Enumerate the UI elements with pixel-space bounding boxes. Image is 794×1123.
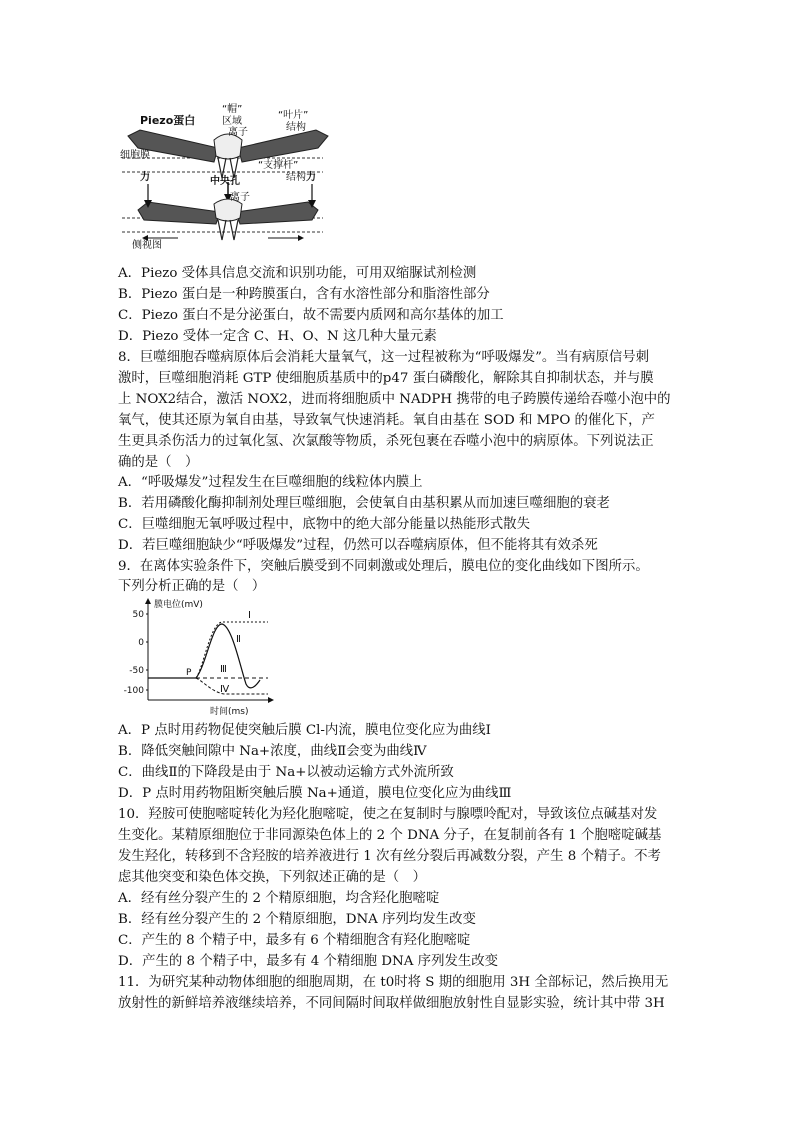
membrane-potential-graph xyxy=(118,596,278,718)
q7-option-c: C．Piezo 蛋白不是分泌蛋白，故不需要内质网和高尔基体的加工 xyxy=(118,308,504,323)
q11-stem-line: 放射性的新鲜培养液继续培养，不同间隔时间取样做细胞放射性自显影实验，统计其中带 3H xyxy=(118,996,665,1011)
q8-stem-line: 上 NOX2结合，激活 NOX2，进而将细胞质中 NADPH 携带的电子跨膜传递给吞噬小泡中的 xyxy=(118,392,671,407)
q8-stem-line: 生更具杀伤活力的过氧化氢、次氯酸等物质，杀死包裹在吞噬小泡中的病原体。下列说法正 xyxy=(118,434,654,449)
q10-option-c: C．产生的 8 个精子中，最多有 6 个精细胞含有羟化胞嘧啶 xyxy=(118,933,471,948)
q9-option-b: B．降低突触间隙中 Na+浓度，曲线Ⅱ会变为曲线Ⅳ xyxy=(118,744,427,759)
label-region: 区域 xyxy=(222,116,242,127)
curve-label-iv: Ⅳ xyxy=(220,684,230,695)
q7-option-b: B．Piezo 蛋白是一种跨膜蛋白，含有水溶性部分和脂溶性部分 xyxy=(118,287,490,302)
label-beam: “支撑杆” xyxy=(258,160,299,171)
label-membrane: 细胞膜 xyxy=(120,150,150,161)
q8-option-d: D．若巨噬细胞缺少“呼吸爆发”过程，仍然可以吞噬病原体，但不能将其有效杀死 xyxy=(118,538,598,553)
tick-label: 0 xyxy=(138,638,144,648)
q8-option-b: B．若用磷酸化酶抑制剂处理巨噬细胞，会使氧自由基积累从而加速巨噬细胞的衰老 xyxy=(118,496,610,511)
q10-stem-line: 发生羟化，转移到不含羟胺的培养液进行 1 次有丝分裂后再减数分裂，产生 8 个精子。不考 xyxy=(118,849,661,864)
label-force-right: 力 xyxy=(306,172,316,183)
x-axis-label: 时间(ms) xyxy=(210,707,249,717)
q8-option-c: C．巨噬细胞无氧呼吸过程中，底物中的绝大部分能量以热能形式散失 xyxy=(118,517,530,532)
piezo-diagram xyxy=(118,100,348,250)
q10-stem-line: 10．羟胺可使胞嘧啶转化为羟化胞嘧啶，使之在复制时与腺嘌呤配对，导致该位点碱基对发 xyxy=(118,807,658,822)
q8-stem-line: 确的是（ ） xyxy=(118,455,199,470)
curve-label-ii: Ⅱ xyxy=(236,634,241,645)
curve-label-i: Ⅰ xyxy=(248,610,251,621)
q10-stem-line: 生变化。某精原细胞位于非同源染色体上的 2 个 DNA 分子，在复制前各有 1 个胞嘧啶碱基 xyxy=(118,828,662,843)
tick-label: -50 xyxy=(129,666,144,676)
q8-stem-line: 氧气，使其还原为氧自由基，导致氧气快速消耗。氧自由基在 SOD 和 MPO 的催化下，产 xyxy=(118,413,655,428)
q11-stem-line: 11．为研究某种动物体细胞的细胞周期，在 t0时将 S 期的细胞用 3H 全部标记，然后换用无 xyxy=(118,975,669,990)
label-ion-bottom: 离子 xyxy=(230,192,250,203)
q10-stem-line: 虑其他突变和染色体交换，下列叙述正确的是（ ） xyxy=(118,870,426,885)
label-ion-top: 离子 xyxy=(228,127,248,138)
label-cap: “帽” xyxy=(222,104,243,115)
q7-option-d: D．Piezo 受体一定含 C、H、O、N 这几种大量元素 xyxy=(118,329,437,344)
q8-stem-line: 8．巨噬细胞吞噬病原体后会消耗大量氧气，这一过程被称为“呼吸爆发”。当有病原信号刺 xyxy=(118,350,650,365)
q9-option-d: D．P 点时用药物阻断突触后膜 Na+通道，膜电位变化应为曲线Ⅲ xyxy=(118,786,512,801)
q10-option-a: A．经有丝分裂产生的 2 个精原细胞，均含羟化胞嘧啶 xyxy=(118,891,440,906)
q8-stem-line: 激时，巨噬细胞消耗 GTP 使细胞质基质中的p47 蛋白磷酸化，解除其自抑制状态，并与膜 xyxy=(118,371,654,386)
label-blade-struct: 结构 xyxy=(286,122,306,133)
q7-option-a: A．Piezo 受体具信息交流和识别功能，可用双缩脲试剂检测 xyxy=(118,266,477,281)
label-blade: “叶片” xyxy=(278,110,309,121)
q9-option-a: A．P 点时用药物促使突触后膜 Cl-内流，膜电位变化应为曲线Ⅰ xyxy=(118,723,491,738)
tick-label: -100 xyxy=(123,686,144,696)
label-side-view: 侧视图 xyxy=(132,240,162,250)
point-p-label: P xyxy=(186,668,192,678)
q10-option-d: D．产生的 8 个精子中，最多有 4 个精细胞 DNA 序列发生改变 xyxy=(118,954,499,969)
label-piezo: Piezo蛋白 xyxy=(140,114,196,127)
q9-stem-line: 下列分析正确的是（ ） xyxy=(118,579,266,594)
tick-label: 50 xyxy=(132,610,144,620)
y-axis-label: 膜电位(mV) xyxy=(154,600,203,610)
q9-option-c: C．曲线Ⅱ的下降段是由于 Na+以被动运输方式外流所致 xyxy=(118,765,454,780)
label-pore: 中央孔 xyxy=(210,176,240,187)
label-beam-struct: 结构 xyxy=(286,172,306,183)
q10-option-b: B．经有丝分裂产生的 2 个精原细胞，DNA 序列均发生改变 xyxy=(118,912,476,927)
q9-stem-line: 9．在离体实验条件下，突触后膜受到不同刺激或处理后，膜电位的变化曲线如下图所示。 xyxy=(118,559,649,574)
curve-label-iii: Ⅲ xyxy=(220,664,227,675)
label-force-left: 力 xyxy=(140,172,150,183)
q8-option-a: A．“呼吸爆发”过程发生在巨噬细胞的线粒体内膜上 xyxy=(118,475,423,490)
